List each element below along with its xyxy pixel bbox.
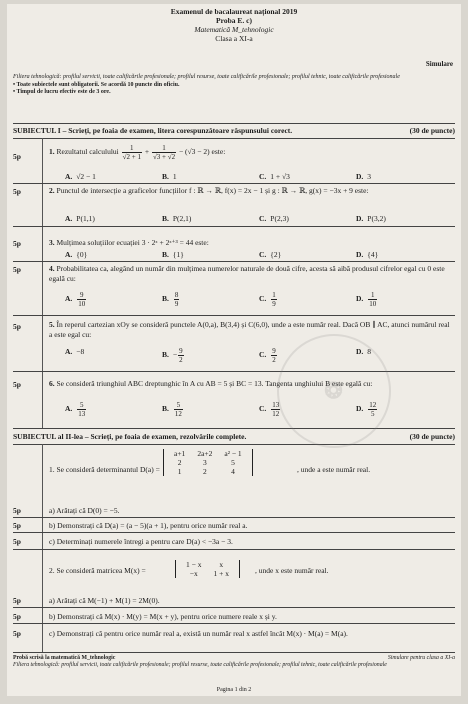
exam-class: Clasa a XI-a bbox=[215, 34, 253, 43]
p1c-text: c) Determinați numerele întregi a pentru care D(a) < −3a − 3. bbox=[49, 537, 233, 546]
exam-page bbox=[7, 4, 461, 696]
determinant-matrix: a+1 2a+2 a² − 1 2 3 5 1 2 4 bbox=[163, 449, 253, 476]
exam-intro bbox=[13, 74, 455, 97]
divider bbox=[13, 623, 455, 624]
q3-options: A. {0} B. {1} C. {2} D. {4} bbox=[65, 250, 379, 259]
p2c-text: c) Demonstrați că pentru orice număr real a, există un număr real x astfel încât M(x) · M(a) = M(a). bbox=[49, 629, 348, 638]
matrix-M: 1 − x x −x 1 + x bbox=[175, 560, 240, 578]
section-1-title: SUBIECTUL I – Scrieți, pe foaia de examen, litera corespunzătoare răspunsului corect. (30 de puncte) bbox=[13, 126, 455, 135]
footer-filiera: Filiera tehnologică: profilul servicii, toate calificările profesionale; profilul resurse, toate calificările profesionale; profilul tehnic, toate calificările profesionale bbox=[13, 662, 387, 668]
p2a-points: 5p bbox=[13, 596, 21, 605]
p1a-points: 5p bbox=[13, 506, 21, 515]
p1a-text: a) Arătați că D(0) = −5. bbox=[49, 506, 120, 515]
watermark-stamp: ❂ bbox=[256, 313, 412, 469]
p2b-points: 5p bbox=[13, 612, 21, 621]
problem-1-tail: , unde a este număr real. bbox=[297, 465, 371, 474]
q2-points: 5p bbox=[13, 187, 21, 196]
divider bbox=[13, 261, 455, 262]
q1-text: 1. Rezultatul calculului $\frac{1}{√2 + 1}$ + $\frac{1}{√3 + √2}$ − (√3 − 2) este: bbox=[49, 144, 226, 161]
divider bbox=[13, 123, 455, 124]
divider bbox=[13, 517, 455, 518]
divider bbox=[13, 607, 455, 608]
q6-options: A. $\frac{5}{13}$ B. $\frac{5}{12}$ C. $\frac{13}{12}$ D. $\frac{12}{5}$ bbox=[65, 401, 377, 418]
footer bbox=[13, 655, 455, 669]
q4-text: 4. Probabilitatea ca, alegând un număr din mulțimea numerelor naturale de două cifre, acesta să aibă produsul cifrelor egal cu 0 este egală cu: bbox=[49, 264, 445, 283]
q2-text: 2. Punctul de intersecție a graficelor funcțiilor f : ℝ → ℝ, f(x) = 2x − 1 și g : ℝ → ℝ, g(x) = −3x + 9 este: bbox=[49, 186, 369, 195]
divider bbox=[13, 315, 455, 316]
q6-points: 5p bbox=[13, 380, 21, 389]
divider bbox=[13, 652, 455, 653]
q5-points: 5p bbox=[13, 322, 21, 331]
q4-points: 5p bbox=[13, 265, 21, 274]
problem-1-text: 1. Se consideră determinantul D(a) = bbox=[49, 465, 160, 474]
simulare-label: Simulare bbox=[425, 60, 453, 68]
exam-header bbox=[7, 4, 461, 43]
divider bbox=[13, 532, 455, 533]
exam-subject: Matematică M_tehnologic bbox=[194, 25, 274, 34]
problem-2-text: 2. Se consideră matricea M(x) = bbox=[49, 566, 146, 575]
points-column-line bbox=[42, 138, 43, 428]
q5-options: A. −8 B. − $\frac{9}{2}$ C. $\frac{9}{2}$ D. 8 bbox=[65, 347, 372, 364]
q1-options: A. √2 − 1 B. 1 C. 1 + √3 D. 3 bbox=[65, 172, 372, 181]
filiera-text: Filiera tehnologică: profilul servicii, toate calificările profesionale; profilul resurse, toate calificările profesionale; profilul tehnic, toate calificările profesionale bbox=[13, 74, 400, 80]
p2c-points: 5p bbox=[13, 629, 21, 638]
divider bbox=[13, 183, 455, 184]
page-number: Pagina 1 din 2 bbox=[216, 687, 252, 693]
points-column-line bbox=[42, 444, 43, 652]
p1b-points: 5p bbox=[13, 521, 21, 530]
p1b-text: b) Demonstrați că D(a) = (a − 5)(a + 1), pentru orice număr real a. bbox=[49, 521, 248, 530]
problem-2-tail: , unde x este număr real. bbox=[255, 566, 329, 575]
q4-options: A. $\frac{9}{10}$ B. $\frac{8}{9}$ C. $\frac{1}{9}$ D. $\frac{1}{10}$ bbox=[65, 291, 377, 308]
q3-text: 3. Mulțimea soluțiilor ecuației 3 · 2ˣ + 2ˣ⁺³ = 44 este: bbox=[49, 238, 209, 247]
q3-points: 5p bbox=[13, 239, 21, 248]
divider bbox=[13, 226, 455, 227]
exam-title: Examenul de bacalaureat național 2019 bbox=[170, 7, 298, 16]
q1-points: 5p bbox=[13, 152, 21, 161]
q6-text: 6. Se consideră triunghiul ABC dreptunghic în A cu AB = 5 și BC = 13. Tangenta unghiului B este egală cu: bbox=[49, 379, 373, 388]
divider bbox=[13, 428, 455, 429]
divider bbox=[13, 371, 455, 372]
p2a-text: a) Arătați că M(−1) + M(1) = 2M(0). bbox=[49, 596, 160, 605]
footer-right: Simulare pentru clasa a XI-a bbox=[387, 655, 455, 661]
rule-1: • Toate subiectele sunt obligatorii. Se acordă 10 puncte din oficiu. bbox=[13, 81, 180, 88]
p2b-text: b) Demonstrați că M(x) · M(y) = M(x + y), pentru orice numere reale x și y. bbox=[49, 612, 277, 621]
divider bbox=[13, 444, 455, 445]
q5-text: 5. În reperul cartezian xOy se consideră punctele A(0,a), B(3,4) și C(6,0), unde a este număr real. Dacă OB ∥ AC, atunci numărul real a este egal cu: bbox=[49, 320, 450, 339]
footer-left: Probă scrisă la matematică M_tehnologic bbox=[13, 655, 116, 661]
exam-probe: Proba E. c) bbox=[216, 16, 252, 25]
divider bbox=[13, 138, 455, 139]
divider bbox=[13, 549, 455, 550]
q2-options: A. P(1,1) B. P(2,1) C. P(2,3) D. P(3,2) bbox=[65, 214, 386, 223]
p1c-points: 5p bbox=[13, 537, 21, 546]
rule-2: • Timpul de lucru efectiv este de 3 ore. bbox=[13, 89, 111, 95]
section-2-title: SUBIECTUL al II-lea – Scrieți, pe foaia de examen, rezolvările complete. (30 de puncte) bbox=[13, 432, 455, 441]
